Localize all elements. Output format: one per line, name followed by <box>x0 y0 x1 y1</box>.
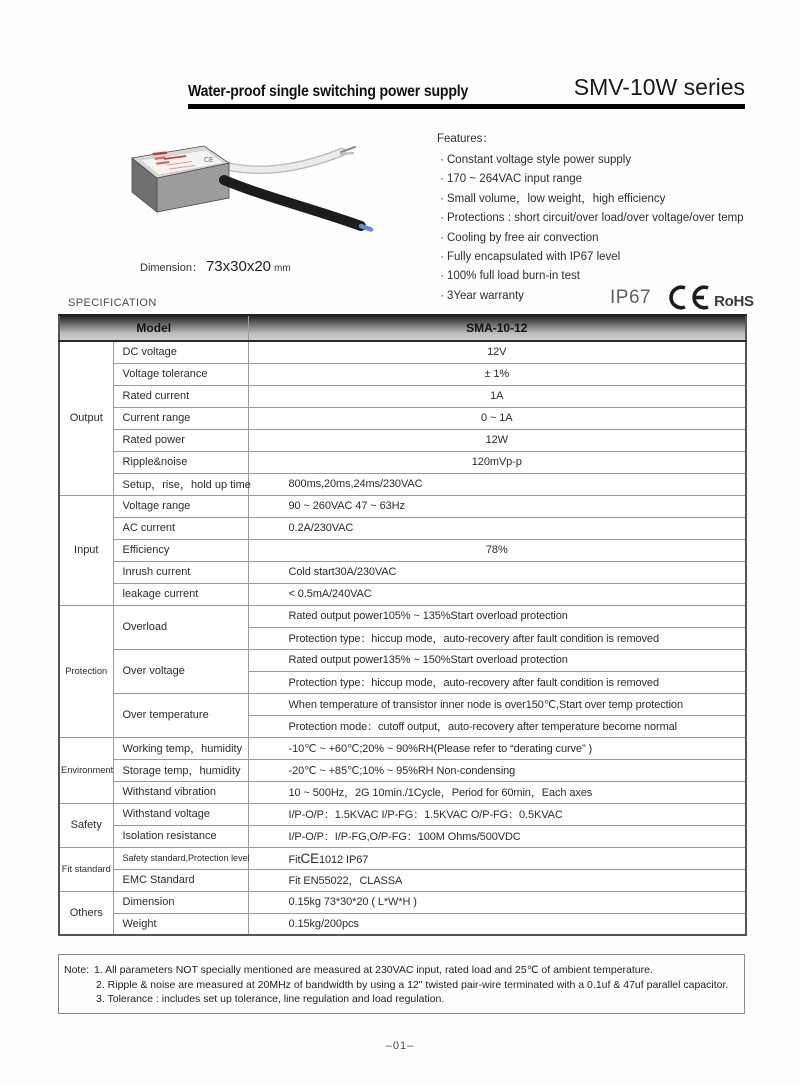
param-label: Setup，rise，hold up time <box>113 473 248 495</box>
bullet-icon: · <box>440 154 444 166</box>
table-row <box>59 737 746 759</box>
table-row <box>59 891 746 913</box>
bullet-icon: · <box>440 173 444 186</box>
table-row <box>59 539 746 561</box>
table-row <box>59 451 746 473</box>
group-cell-protection: Protection <box>59 605 113 737</box>
param-label: Ripple&noise <box>113 451 248 473</box>
page-number: –01– <box>385 1040 415 1052</box>
table-row <box>59 517 746 539</box>
table-row <box>59 473 746 495</box>
table-row <box>59 869 746 891</box>
group-cell-input: Input <box>59 495 113 605</box>
group-cell-others: Others <box>59 891 113 935</box>
feature-item <box>437 190 772 209</box>
param-value: 0 ~ 1A <box>248 407 746 429</box>
black-wire <box>224 180 371 230</box>
param-label: AC current <box>113 517 248 539</box>
header-rule <box>188 104 745 109</box>
feature-text: 100% full load burn-in test <box>447 270 580 283</box>
table-row <box>59 825 746 847</box>
group-cell-safety: Safety <box>59 803 113 847</box>
param-label: DC voltage <box>113 341 248 363</box>
param-label: EMC Standard <box>113 869 248 891</box>
device-box <box>132 146 229 212</box>
param-label: Withstand vibration <box>113 781 248 803</box>
bullet-icon: · <box>440 192 444 205</box>
features-section <box>437 130 772 306</box>
param-value: Protection type：hiccup mode，auto-recovery after fault condition is removed <box>248 627 746 649</box>
param-value: -10℃ ~ +60℃;20% ~ 90%RH(Please refer to “derating curve” ) <box>248 737 746 759</box>
param-label: Current range <box>113 407 248 429</box>
feature-text: Small volume，low weight，high efficiency <box>447 192 666 205</box>
notes-box <box>58 954 745 1014</box>
param-label: Withstand voltage <box>113 803 248 825</box>
param-value: Rated output power105% ~ 135%Start overload protection <box>248 605 746 627</box>
param-label: Dimension <box>113 891 248 913</box>
product-photo <box>112 138 432 256</box>
table-row <box>59 385 746 407</box>
param-label: Overload <box>113 605 248 649</box>
param-label: Over temperature <box>113 693 248 737</box>
feature-text: 3Year warranty <box>447 289 524 302</box>
table-row <box>59 693 746 715</box>
dimension-unit: mm <box>274 263 291 274</box>
model-value-cell: SMA-10-12 <box>248 315 746 341</box>
table-row <box>59 561 746 583</box>
table-row <box>59 429 746 451</box>
param-label: Isolation resistance <box>113 825 248 847</box>
feature-text: Constant voltage style power supply <box>447 154 632 166</box>
page-header <box>188 74 745 109</box>
param-value: 12V <box>248 341 746 363</box>
param-value <box>248 847 746 869</box>
white-wire <box>212 147 355 170</box>
fit-pre: Fit <box>288 853 301 866</box>
param-value: Cold start30A/230VAC <box>248 561 746 583</box>
table-row <box>59 759 746 781</box>
param-value: Rated output power135% ~ 150%Start overload protection <box>248 649 746 671</box>
table-row <box>59 781 746 803</box>
param-label: leakage current <box>113 583 248 605</box>
param-label: Weight <box>113 913 248 935</box>
param-value: 120mVp-p <box>248 451 746 473</box>
table-row <box>59 495 746 517</box>
param-label: Safety standard,Protection level <box>113 847 248 869</box>
param-value: ± 1% <box>248 363 746 385</box>
param-value: I/P-O/P：I/P-FG,O/P-FG：100M Ohms/500VDC <box>248 825 746 847</box>
param-label: Inrush current <box>113 561 248 583</box>
param-value: Protection type：hiccup mode，auto-recovery after fault condition is removed <box>248 671 746 693</box>
param-value: < 0.5mA/240VAC <box>248 583 746 605</box>
param-value: 78% <box>248 539 746 561</box>
feature-item <box>437 248 772 267</box>
param-value: Protection mode：cutoff output，auto-recovery after temperature become normal <box>248 715 746 737</box>
param-value: -20℃ ~ +85℃;10% ~ 95%RH Non-condensing <box>248 759 746 781</box>
table-row <box>59 649 746 671</box>
feature-text: 170 ~ 264VAC input range <box>447 173 583 186</box>
param-value: 90 ~ 260VAC 47 ~ 63Hz <box>248 495 746 517</box>
table-row <box>59 913 746 935</box>
param-label: Efficiency <box>113 539 248 561</box>
feature-text: Fully encapsulated with IP67 level <box>447 251 621 264</box>
specification-heading: SPECIFICATION <box>68 297 157 309</box>
param-label: Voltage range <box>113 495 248 517</box>
param-value: When temperature of transistor inner node is over150℃,Start over temp protection <box>248 693 746 715</box>
note-item: 1. All parameters NOT specially mentioned are measured at 230VAC input, rated load and 25℃ of ambient temperature. <box>94 964 653 976</box>
param-value: 0.15kg/200pcs <box>248 913 746 935</box>
feature-item <box>437 209 772 228</box>
param-value: 1A <box>248 385 746 407</box>
feature-text: Protections : short circuit/over load/over voltage/over temp <box>447 212 744 225</box>
note-item: 2. Ripple & noise are measured at 20MHz of bandwidth by using a 12" twisted pair-wire terminated with a 0.1uf & 47uf parallel capacitor. <box>96 978 729 991</box>
table-row <box>59 583 746 605</box>
group-cell-fit-standard: Fit standard <box>59 847 113 891</box>
note-item: 3. Tolerance : includes set up tolerance, line regulation and load regulation. <box>96 993 445 1006</box>
rohs-badge: RoHS <box>714 292 754 310</box>
bullet-icon: · <box>440 231 444 244</box>
feature-item <box>437 170 772 189</box>
notes-list <box>94 963 728 1007</box>
param-label: Working temp，humidity <box>113 737 248 759</box>
param-value: Fit EN55022，CLASSA <box>248 869 746 891</box>
fit-post: 1012 IP67 <box>319 853 369 866</box>
group-cell-environment: Environment <box>59 737 113 803</box>
bullet-icon: · <box>440 270 444 283</box>
specification-table <box>58 314 747 936</box>
param-label: Rated current <box>113 385 248 407</box>
specification-table-wrap <box>58 314 747 936</box>
dimension-label: Dimension： <box>140 262 203 274</box>
param-label: Voltage tolerance <box>113 363 248 385</box>
features-title: Features： <box>437 133 494 145</box>
model-header-cell: Model <box>59 315 248 341</box>
param-label: Rated power <box>113 429 248 451</box>
param-value: 0.2A/230VAC <box>248 517 746 539</box>
group-cell-output: Output <box>59 341 113 495</box>
param-value: 800ms,20ms,24ms/230VAC <box>248 473 746 495</box>
dimension-value: 73x30x20 <box>205 258 272 275</box>
dimension-caption <box>140 258 291 275</box>
table-row <box>59 605 746 627</box>
series-title: SMV-10W series <box>573 74 745 100</box>
table-row <box>59 847 746 869</box>
bullet-icon: · <box>440 251 444 264</box>
label-ce-mark: CE <box>204 157 214 164</box>
param-label: Storage temp，humidity <box>113 759 248 781</box>
feature-item <box>437 229 772 248</box>
param-value: I/P-O/P：1.5KVAC I/P-FG：1.5KVAC O/P-FG：0.5KVAC <box>248 803 746 825</box>
param-value: 0.15kg 73*30*20 ( L*W*H ) <box>248 891 746 913</box>
bullet-icon: · <box>440 212 444 225</box>
table-header-row <box>59 315 746 341</box>
notes-label: Note: <box>64 964 90 976</box>
param-value: 12W <box>248 429 746 451</box>
fit-ce: CE <box>300 850 319 866</box>
table-row <box>59 803 746 825</box>
ce-mark-icon <box>667 284 711 311</box>
ip67-badge: IP67 <box>610 286 652 308</box>
bullet-icon: · <box>440 289 444 302</box>
param-value: 10 ~ 500Hz，2G 10min./1Cycle，Period for 60min，Each axes <box>248 781 746 803</box>
feature-text: Cooling by free air convection <box>447 231 599 244</box>
document-subtitle: Water-proof single switching power supply <box>188 83 469 100</box>
table-row <box>59 407 746 429</box>
param-label: Over voltage <box>113 649 248 693</box>
table-row <box>59 341 746 363</box>
feature-item <box>437 151 772 170</box>
table-row <box>59 363 746 385</box>
certification-badges <box>610 284 754 311</box>
